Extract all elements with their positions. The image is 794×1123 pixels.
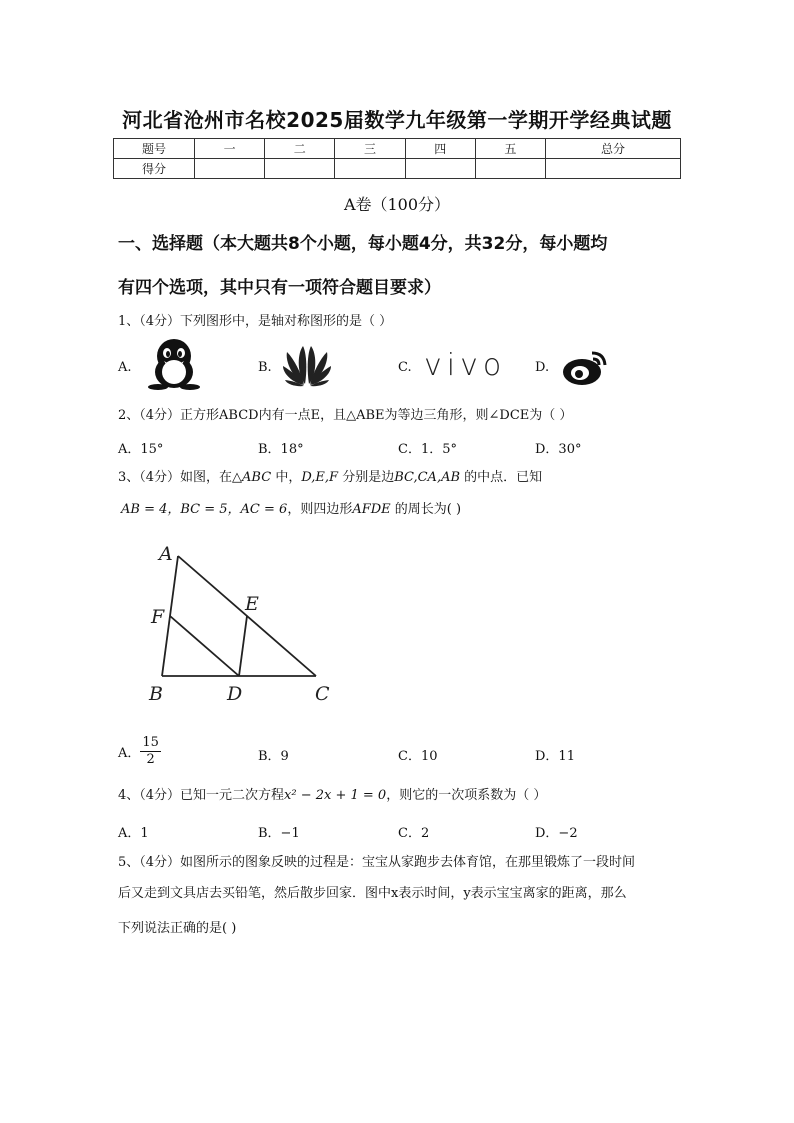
- score-cell[interactable]: [335, 159, 405, 179]
- fraction-numerator: 15: [142, 735, 159, 750]
- q3-given: AB = 4，BC = 5，AC = 6: [121, 502, 288, 517]
- q1-option-d-label: D.: [535, 360, 550, 375]
- q3-stem-f: 的周长为( ): [390, 502, 462, 517]
- label-e: E: [245, 593, 259, 615]
- q4-option-b: B．−1: [258, 826, 300, 841]
- label-b: B: [149, 683, 163, 705]
- score-header-cell: 总分: [546, 139, 681, 159]
- q2-option-b: B．18°: [258, 442, 304, 457]
- q2-option-a: A．15°: [118, 442, 164, 457]
- score-cell[interactable]: [546, 159, 681, 179]
- score-cell[interactable]: [195, 159, 265, 179]
- q3-stem-b: 中，: [271, 470, 302, 485]
- segment-de: [239, 616, 247, 676]
- q4-equation: x² − 2x + 1 = 0: [284, 788, 387, 803]
- label-a: A: [159, 543, 173, 565]
- q3-option-d: D．11: [535, 749, 575, 764]
- score-header-cell: 四: [405, 139, 475, 159]
- part1-heading-line1: 一、选择题（本大题共8个小题，每小题4分，共32分，每小题均: [118, 234, 608, 254]
- segment-fd: [170, 616, 239, 676]
- vivo-logo-icon: vivo: [424, 348, 507, 383]
- score-header-cell: 题号: [114, 139, 195, 159]
- q3-triangle-figure: [145, 540, 345, 715]
- q4-option-a: A．1: [118, 826, 149, 841]
- penguin-logo-icon: [146, 338, 202, 390]
- score-table-header-row: [114, 139, 681, 159]
- q4-option-c: C．2: [398, 826, 430, 841]
- q3-stem-c: 分别是边: [338, 470, 395, 485]
- q1-stem: 1、（4分）下列图形中，是轴对称图形的是（ ）: [118, 314, 393, 329]
- fraction-denominator: 2: [146, 752, 155, 767]
- q2-option-c: C．1．5°: [398, 442, 457, 457]
- q1-option-a-label: A.: [118, 360, 132, 375]
- q3-stem-line2: [121, 500, 461, 520]
- q2-option-d: D．30°: [535, 442, 582, 457]
- label-d: D: [227, 683, 243, 705]
- score-header-cell: 五: [475, 139, 545, 159]
- fraction: [140, 735, 161, 768]
- q5-stem-line1: 5、（4分）如图所示的图象反映的过程是：宝宝从家跑步去体育馆，在那里锻炼了一段时间: [118, 855, 636, 870]
- section-a-heading: A卷（100分）: [343, 195, 451, 214]
- q3-option-a-label: A．: [118, 746, 141, 761]
- q1-option-c-label: C.: [398, 360, 412, 375]
- q3-stem-line1: [118, 468, 542, 488]
- q3-sides: BC,CA,AB: [394, 470, 461, 485]
- q5-stem-line2: 后又走到文具店去买铅笔，然后散步回家．图中x表示时间，y表示宝宝离家的距离，那么: [118, 886, 627, 901]
- q4-stem-a: 4、（4分）已知一元二次方程: [118, 788, 285, 803]
- q3-quadrilateral: AFDE: [352, 502, 391, 517]
- eye-logo-icon: [560, 348, 610, 386]
- q3-option-a: [118, 735, 161, 768]
- label-f: F: [151, 606, 165, 628]
- score-table: [113, 138, 681, 179]
- q3-option-c: C．10: [398, 749, 438, 764]
- score-header-cell: 三: [335, 139, 405, 159]
- q3-triangle: △ABC: [232, 470, 272, 485]
- q5-stem-line3: 下列说法正确的是( ): [118, 921, 237, 936]
- score-cell[interactable]: [475, 159, 545, 179]
- petal-logo-icon: [283, 344, 331, 388]
- q2-stem: 2、（4分）正方形ABCD内有一点E，且△ABE为等边三角形，则∠DCE为（ ）: [118, 408, 573, 423]
- score-header-cell: 一: [195, 139, 265, 159]
- score-cell[interactable]: [265, 159, 335, 179]
- q4-stem-b: ，则它的一次项系数为（ ）: [386, 788, 547, 803]
- q4-stem: [118, 786, 546, 806]
- q3-stem-d: 的中点．已知: [460, 470, 543, 485]
- q3-stem-e: ，则四边形: [287, 502, 353, 517]
- score-header-cell: 二: [265, 139, 335, 159]
- label-c: C: [315, 683, 330, 705]
- score-table-score-row: [114, 159, 681, 179]
- q1-option-b-label: B.: [258, 360, 272, 375]
- score-row-label: 得分: [114, 159, 195, 179]
- part1-heading-line2: 有四个选项，其中只有一项符合题目要求）: [118, 278, 441, 298]
- score-cell[interactable]: [405, 159, 475, 179]
- q3-option-b: B．9: [258, 749, 289, 764]
- exam-title: 河北省沧州市名校2025届数学九年级第一学期开学经典试题: [122, 108, 672, 132]
- q4-option-d: D．−2: [535, 826, 578, 841]
- q3-points: D,E,F: [301, 470, 339, 485]
- q3-stem-a: 3、（4分）如图，在: [118, 470, 233, 485]
